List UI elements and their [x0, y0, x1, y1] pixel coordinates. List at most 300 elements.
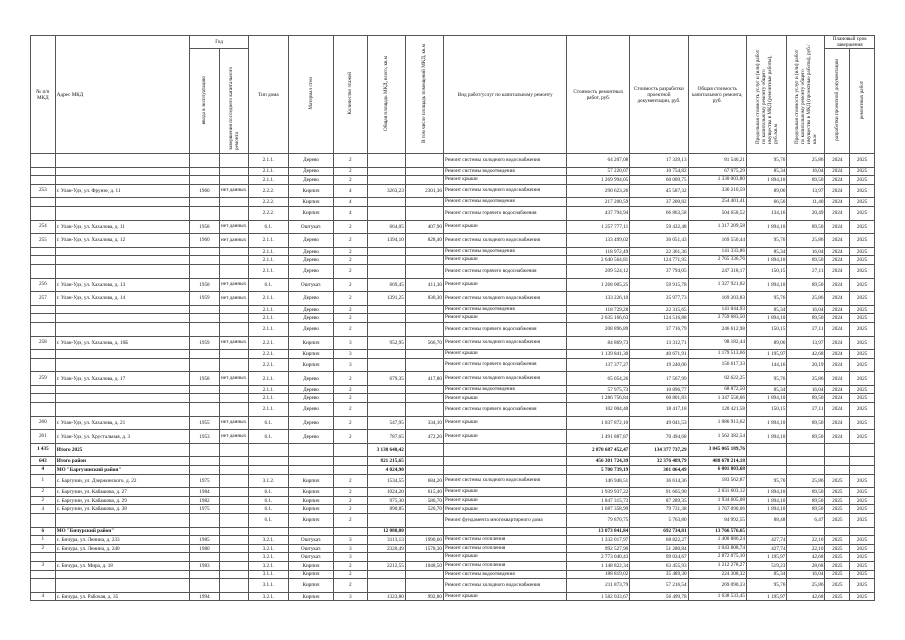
cell-floors: 3 — [334, 553, 368, 562]
cell-total-cost: 1 330 003,80 — [688, 176, 746, 185]
cell-max-unit-cost: 95,76 — [746, 579, 786, 593]
table-row — [31, 305, 875, 314]
cell-design-year: 2024 — [825, 394, 850, 403]
cell-premises-area — [405, 247, 443, 256]
cell-year-commission — [190, 514, 219, 528]
cell-premises-area — [405, 457, 443, 466]
cell-max-unit-cost: 150,15 — [746, 403, 786, 417]
cell-premises-area: 411,30 — [405, 278, 443, 292]
cell-year-overhaul — [219, 474, 248, 488]
cell-premises-area: 472,20 — [405, 430, 443, 444]
cell-design-cost: 17 339,13 — [630, 154, 688, 168]
cell-num: 253 — [31, 184, 56, 198]
cell-address: Итого район — [55, 457, 190, 466]
cell-work-type: Ремонт крыши — [443, 505, 566, 514]
cell-num — [31, 514, 56, 528]
cell-num — [31, 206, 56, 220]
cell-floors: 2 — [334, 570, 368, 579]
cell-repair-year — [850, 443, 875, 457]
cell-floors: 2 — [334, 314, 368, 323]
cell-house-type: 2.1.1. — [248, 264, 288, 278]
cell-max-unit-cost: 427,74 — [746, 544, 786, 553]
cell-repair-year: 2025 — [850, 488, 875, 497]
header-num: № п/п МКД — [31, 36, 56, 154]
cell-work-cost: 57 975,73 — [567, 385, 630, 394]
cell-num: 2 — [31, 496, 56, 505]
cell-max-unit-cost: 95,76 — [746, 292, 786, 306]
cell-year-overhaul — [219, 544, 248, 553]
cell-house-type: 2.1.1. — [248, 385, 288, 394]
cell-design-cost: 22 315,65 — [630, 305, 688, 314]
cell-house-type: 2.2.2. — [248, 206, 288, 220]
cell-address: с. Бичура, ул. Мира, д. 18 — [55, 561, 190, 570]
cell-max-unit-cost: 150,15 — [746, 322, 786, 336]
cell-wall-material — [289, 443, 334, 457]
cell-house-type: 3.2.1. — [248, 553, 288, 562]
cell-premises-area — [405, 385, 443, 394]
cell-total-cost: 141 333,86 — [688, 247, 746, 256]
cell-design-year: 2024 — [825, 322, 850, 336]
cell-year-overhaul: нет данных — [219, 416, 248, 430]
cell-work-type: Ремонт крыши — [443, 256, 566, 265]
cell-total-cost: 82 622,25 — [688, 372, 746, 386]
cell-year-commission — [190, 403, 219, 417]
cell-total-area — [367, 154, 405, 168]
table-row — [31, 256, 875, 265]
cell-repair-year: 2025 — [850, 234, 875, 248]
cell-max-unit-cost: 519,23 — [746, 561, 786, 570]
cell-design-year: 2024 — [825, 198, 850, 207]
cell-max-unit-cost: 1 894,10 — [746, 488, 786, 497]
cell-design-cost: 22 361,36 — [630, 247, 688, 256]
cell-year-commission — [190, 457, 219, 466]
cell-house-type — [248, 443, 288, 457]
cell-total-cost: 247 318,17 — [688, 264, 746, 278]
header-total-area — [367, 36, 405, 154]
cell-max-unit-cost: 66,56 — [746, 198, 786, 207]
cell-floors: 3 — [334, 358, 368, 372]
cell-total-cost: 2 765 336,76 — [688, 256, 746, 265]
cell-work-type: Ремонт крыши — [443, 350, 566, 359]
cell-premises-area: 586,70 — [405, 496, 443, 505]
cell-work-type: Ремонт системы водоотведения — [443, 385, 566, 394]
cell-work-cost: 1 269 994,05 — [567, 176, 630, 185]
cell-house-type: 6.1. — [248, 430, 288, 444]
cell-wall-material: Дерево — [289, 247, 334, 256]
cell-house-type: 2.1.1. — [248, 322, 288, 336]
cell-max-unit-cost-design: 28,68 — [787, 561, 825, 570]
cell-work-cost: 456 301 724,39 — [567, 457, 630, 466]
cell-design-cost: 32 376 489,79 — [630, 457, 688, 466]
cell-total-cost: 1 562 382,54 — [688, 430, 746, 444]
table-row — [31, 247, 875, 256]
cell-floors — [334, 457, 368, 466]
cell-work-type — [443, 457, 566, 466]
cell-house-type: 3.2.1. — [248, 536, 288, 545]
header-max-unit-cost-design — [787, 36, 825, 154]
cell-house-type: 3.1.1. — [248, 570, 288, 579]
cell-repair-year: 2025 — [850, 292, 875, 306]
cell-wall-material: Дерево — [289, 256, 334, 265]
cell-total-cost: 1 767 090,06 — [688, 505, 746, 514]
cell-num — [31, 385, 56, 394]
cell-wall-material: Дерево — [289, 430, 334, 444]
cell-year-commission — [190, 154, 219, 168]
cell-floors: 2 — [334, 496, 368, 505]
cell-premises-area — [405, 314, 443, 323]
cell-wall-material: Дерево — [289, 394, 334, 403]
cell-design-cost: 68 822,27 — [630, 536, 688, 545]
cell-work-cost: 133 226,10 — [567, 292, 630, 306]
cell-work-cost: 1 037 872,10 — [567, 416, 630, 430]
cell-premises-area — [405, 305, 443, 314]
cell-year-overhaul — [219, 514, 248, 528]
cell-address: г. Улан-Удэ, ул. Хахалова, д. 14 — [55, 292, 190, 306]
header-total-area-text: Общая площадь МКД, всего, кв.м — [383, 56, 390, 131]
cell-max-unit-cost: 85,34 — [746, 305, 786, 314]
cell-total-area: 669,45 — [367, 278, 405, 292]
cell-floors: 2 — [334, 372, 368, 386]
cell-floors: 4 — [334, 198, 368, 207]
cell-design-cost: 49 041,53 — [630, 416, 688, 430]
cell-total-cost: 269 090,33 — [688, 579, 746, 593]
cell-floors: 2 — [334, 430, 368, 444]
cell-work-type: Ремонт системы горячего водоснабжения — [443, 206, 566, 220]
cell-premises-area — [405, 527, 443, 536]
cell-work-type: Ремонт системы горячего водоснабжения — [443, 322, 566, 336]
table-row — [31, 544, 875, 553]
cell-num — [31, 256, 56, 265]
cell-work-type: Ремонт крыши — [443, 220, 566, 234]
cell-address: МО "Баргузинский район" — [55, 466, 190, 475]
cell-total-cost: 504 658,52 — [688, 206, 746, 220]
cell-total-area: 821 215,65 — [367, 457, 405, 466]
cell-repair-year: 2025 — [850, 553, 875, 562]
cell-house-type: 6.1. — [248, 496, 288, 505]
cell-wall-material: Кирпич — [289, 336, 334, 350]
cell-design-year: 2025 — [825, 514, 850, 528]
cell-house-type: 6.1. — [248, 220, 288, 234]
cell-year-commission — [190, 314, 219, 323]
cell-total-area: 3 138 640,42 — [367, 443, 405, 457]
cell-design-year: 2025 — [825, 488, 850, 497]
cell-year-commission: 1994 — [190, 592, 219, 601]
cell-wall-material: Дерево — [289, 314, 334, 323]
cell-work-type: Ремонт крыши — [443, 278, 566, 292]
cell-design-year: 2025 — [825, 536, 850, 545]
cell-max-unit-cost-design: 16,04 — [787, 305, 825, 314]
cell-repair-year: 2025 — [850, 336, 875, 350]
cell-design-year: 2025 — [825, 561, 850, 570]
cell-num — [31, 579, 56, 593]
cell-max-unit-cost: 1 894,10 — [746, 176, 786, 185]
cell-house-type: 2.1.1. — [248, 292, 288, 306]
cell-address: г. Улан-Удэ, ул. Хахалова, д. 13 — [55, 278, 190, 292]
cell-max-unit-cost-design: 25,86 — [787, 579, 825, 593]
cell-work-type: Ремонт крыши — [443, 176, 566, 185]
cell-house-type: 6.1. — [248, 278, 288, 292]
cell-total-area — [367, 176, 405, 185]
cell-total-area — [367, 247, 405, 256]
cell-floors: 3 — [334, 536, 368, 545]
cell-work-type — [443, 527, 566, 536]
table-row — [31, 561, 875, 570]
cell-year-commission — [190, 443, 219, 457]
header-premises-area-text: В том числе площадь помещений МКД, кв.м — [421, 44, 428, 143]
cell-repair-year: 2025 — [850, 176, 875, 185]
cell-year-commission — [190, 247, 219, 256]
cell-total-cost: 183 562,87 — [688, 474, 746, 488]
cell-house-type: 3.2.1. — [248, 592, 288, 601]
cell-floors — [334, 527, 368, 536]
cell-max-unit-cost: 1 894,10 — [746, 220, 786, 234]
cell-max-unit-cost: 1 894,10 — [746, 314, 786, 323]
header-wall-material-text: Материал стен — [308, 77, 315, 110]
cell-work-cost: 217 200,59 — [567, 198, 630, 207]
cell-year-overhaul — [219, 505, 248, 514]
cell-work-type: Ремонт системы холодного водоснабжения — [443, 336, 566, 350]
cell-total-cost: 1 638 533,45 — [688, 592, 746, 601]
cell-wall-material: Дерево — [289, 292, 334, 306]
cell-address — [55, 154, 190, 168]
cell-total-cost: 141 044,93 — [688, 305, 746, 314]
header-design-works-text: разработки проектной документации — [834, 59, 841, 141]
cell-total-area — [367, 264, 405, 278]
cell-year-commission: 1975 — [190, 474, 219, 488]
cell-house-type: 3.1.2. — [248, 474, 288, 488]
cell-premises-area: 830,30 — [405, 292, 443, 306]
cell-floors — [334, 443, 368, 457]
cell-max-unit-cost-design: 89,50 — [787, 488, 825, 497]
cell-design-year: 2024 — [825, 256, 850, 265]
cell-repair-year: 2025 — [850, 561, 875, 570]
cell-max-unit-cost-design: 89,50 — [787, 416, 825, 430]
cell-repair-year — [850, 466, 875, 475]
cell-floors: 2 — [334, 322, 368, 336]
cell-floors: 4 — [334, 206, 368, 220]
cell-year-commission: 1960 — [190, 234, 219, 248]
cell-num: 3 — [31, 561, 56, 570]
table-row — [31, 176, 875, 185]
cell-year-overhaul: нет данных — [219, 278, 248, 292]
cell-work-type: Ремонт системы отопления — [443, 561, 566, 570]
cell-total-cost: 169 203,83 — [688, 292, 746, 306]
table-row — [31, 466, 875, 475]
cell-design-cost: 56 499,78 — [630, 592, 688, 601]
cell-work-cost: 1 491 887,87 — [567, 430, 630, 444]
cell-total-area — [367, 514, 405, 528]
cell-design-cost: 45 587,32 — [630, 184, 688, 198]
cell-repair-year: 2025 — [850, 206, 875, 220]
cell-total-cost: 2 759 683,50 — [688, 314, 746, 323]
cell-premises-area — [405, 394, 443, 403]
cell-design-cost: 37 794,05 — [630, 264, 688, 278]
cell-address: г. Улан-Удэ, ул. Хахалова, д. 11 — [55, 220, 190, 234]
cell-year-overhaul — [219, 466, 248, 475]
cell-premises-area — [405, 350, 443, 359]
cell-wall-material: Кирпич — [289, 358, 334, 372]
table-row — [31, 154, 875, 168]
header-max-unit-cost-text: Предельная стоимость услуг и (или) работ по капитальному ремонту общего имущества в МКД (ремонтные работы), руб./кв.м — [754, 49, 779, 144]
cell-design-cost: 51 280,84 — [630, 544, 688, 553]
cell-address: с. Баргузин, ул. Кабашова, д. 29 — [55, 496, 190, 505]
cell-total-cost: 336 210,59 — [688, 184, 746, 198]
cell-num — [31, 154, 56, 168]
cell-wall-material: Дерево — [289, 176, 334, 185]
cell-repair-year: 2025 — [850, 579, 875, 593]
cell-floors: 2 — [334, 403, 368, 417]
cell-address: г. Улан-Удэ, ул. Хахалова, д. 16Б — [55, 336, 190, 350]
cell-repair-year: 2025 — [850, 496, 875, 505]
table-row — [31, 592, 875, 601]
cell-total-cost: 246 612,98 — [688, 322, 746, 336]
cell-year-commission: 1975 — [190, 505, 219, 514]
cell-year-overhaul — [219, 206, 248, 220]
cell-repair-year: 2025 — [850, 474, 875, 488]
cell-address — [55, 314, 190, 323]
cell-design-cost: 60 801,83 — [630, 394, 688, 403]
cell-max-unit-cost: 95,76 — [746, 154, 786, 168]
cell-repair-year: 2025 — [850, 544, 875, 553]
cell-max-unit-cost: 150,15 — [746, 264, 786, 278]
cell-year-overhaul — [219, 570, 248, 579]
cell-num: 259 — [31, 372, 56, 386]
cell-year-overhaul — [219, 264, 248, 278]
header-year-overhaul-text: завершения последнего капитального ремонта — [227, 66, 240, 150]
cell-house-type: 6.1. — [248, 416, 288, 430]
cell-total-cost: 1 086 913,62 — [688, 416, 746, 430]
cell-house-type — [248, 527, 288, 536]
cell-house-type: 2.1.1. — [248, 167, 288, 176]
cell-design-year: 2024 — [825, 234, 850, 248]
table-row — [31, 536, 875, 545]
cell-address — [55, 514, 190, 528]
cell-max-unit-cost-design: 25,86 — [787, 292, 825, 306]
cell-wall-material: Дерево — [289, 416, 334, 430]
cell-house-type: 2.1.1. — [248, 403, 288, 417]
table-row — [31, 167, 875, 176]
cell-year-overhaul — [219, 553, 248, 562]
cell-total-cost: 156 617,33 — [688, 358, 746, 372]
cell-design-year: 2025 — [825, 496, 850, 505]
cell-total-area — [367, 385, 405, 394]
cell-year-overhaul — [219, 322, 248, 336]
header-year-commission — [190, 49, 219, 154]
cell-max-unit-cost-design: 20,19 — [787, 358, 825, 372]
cell-total-cost: 1 934 605,08 — [688, 496, 746, 505]
cell-wall-material: Дерево — [289, 154, 334, 168]
cell-floors: 2 — [334, 305, 368, 314]
cell-year-overhaul: нет данных — [219, 220, 248, 234]
cell-max-unit-cost-design: 25,86 — [787, 234, 825, 248]
cell-max-unit-cost-design: 22,10 — [787, 536, 825, 545]
header-year-commission-text: ввода в эксплуатацию — [201, 75, 208, 125]
cell-design-year: 2024 — [825, 372, 850, 386]
cell-total-area: 787,65 — [367, 430, 405, 444]
cell-design-cost: 70 494,68 — [630, 430, 688, 444]
cell-year-overhaul — [219, 385, 248, 394]
cell-work-cost: 1 257 777,11 — [567, 220, 630, 234]
cell-repair-year: 2025 — [850, 514, 875, 528]
cell-work-type: Ремонт крыши — [443, 496, 566, 505]
cell-work-type: Ремонт системы водоотведения — [443, 305, 566, 314]
cell-num: 255 — [31, 234, 56, 248]
cell-house-type: 2.1.1. — [248, 256, 288, 265]
cell-max-unit-cost-design: 42,68 — [787, 350, 825, 359]
cell-house-type: 2.1.1. — [248, 176, 288, 185]
cell-house-type: 2.2.1. — [248, 350, 288, 359]
cell-wall-material: Оштукат. — [289, 544, 334, 553]
cell-premises-area — [405, 466, 443, 475]
cell-max-unit-cost: 88,48 — [746, 514, 786, 528]
cell-wall-material: Оштукат. — [289, 536, 334, 545]
cell-wall-material: Оштукат. — [289, 553, 334, 562]
cell-floors: 2 — [334, 247, 368, 256]
cell-house-type: 6.1. — [248, 488, 288, 497]
cell-year-overhaul: нет данных — [219, 292, 248, 306]
cell-house-type: 3.2.1. — [248, 561, 288, 570]
cell-total-area — [367, 570, 405, 579]
cell-total-cost: 169 550,44 — [688, 234, 746, 248]
cell-max-unit-cost-design — [787, 527, 825, 536]
cell-address — [55, 247, 190, 256]
cell-floors: 2 — [334, 579, 368, 593]
cell-design-cost: 301 064,49 — [630, 466, 688, 475]
cell-year-commission — [190, 264, 219, 278]
cell-design-cost: 66 863,58 — [630, 206, 688, 220]
cell-address — [55, 358, 190, 372]
cell-num — [31, 247, 56, 256]
cell-max-unit-cost-design: 42,68 — [787, 553, 825, 562]
cell-total-area: 2212,55 — [367, 561, 405, 570]
cell-num: 1 — [31, 536, 56, 545]
cell-wall-material: Дерево — [289, 167, 334, 176]
cell-max-unit-cost-design: 25,86 — [787, 474, 825, 488]
cell-work-type: Ремонт системы водоотведения — [443, 167, 566, 176]
cell-repair-year: 2025 — [850, 430, 875, 444]
cell-year-commission: 1955 — [190, 416, 219, 430]
cell-year-overhaul: нет данных — [219, 184, 248, 198]
cell-total-area: 1394,10 — [367, 234, 405, 248]
cell-wall-material: Кирпич — [289, 198, 334, 207]
table-row — [31, 314, 875, 323]
cell-year-commission: 1959 — [190, 336, 219, 350]
cell-premises-area: 992,80 — [405, 592, 443, 601]
cell-design-cost: 99 034,67 — [630, 553, 688, 562]
cell-house-type: 2.2.1. — [248, 358, 288, 372]
cell-design-cost: 79 731,38 — [630, 505, 688, 514]
cell-work-type: Ремонт системы холодного водоснабжения — [443, 579, 566, 593]
cell-repair-year: 2025 — [850, 416, 875, 430]
cell-wall-material: Дерево — [289, 385, 334, 394]
cell-total-cost: 488 678 214,18 — [688, 457, 746, 466]
cell-design-cost: 692 734,81 — [630, 527, 688, 536]
cell-wall-material: Кирпич — [289, 206, 334, 220]
cell-address — [55, 385, 190, 394]
cell-max-unit-cost-design: 11,40 — [787, 198, 825, 207]
cell-repair-year: 2025 — [850, 305, 875, 314]
cell-year-overhaul — [219, 561, 248, 570]
table-row — [31, 505, 875, 514]
cell-address: с. Бичура, ул. Ленина, д. 240 — [55, 544, 190, 553]
cell-year-commission: 1984 — [190, 488, 219, 497]
cell-max-unit-cost: 85,34 — [746, 167, 786, 176]
cell-premises-area — [405, 553, 443, 562]
cell-design-year: 2024 — [825, 416, 850, 430]
cell-year-commission — [190, 394, 219, 403]
cell-repair-year: 2025 — [850, 184, 875, 198]
cell-floors — [334, 466, 368, 475]
